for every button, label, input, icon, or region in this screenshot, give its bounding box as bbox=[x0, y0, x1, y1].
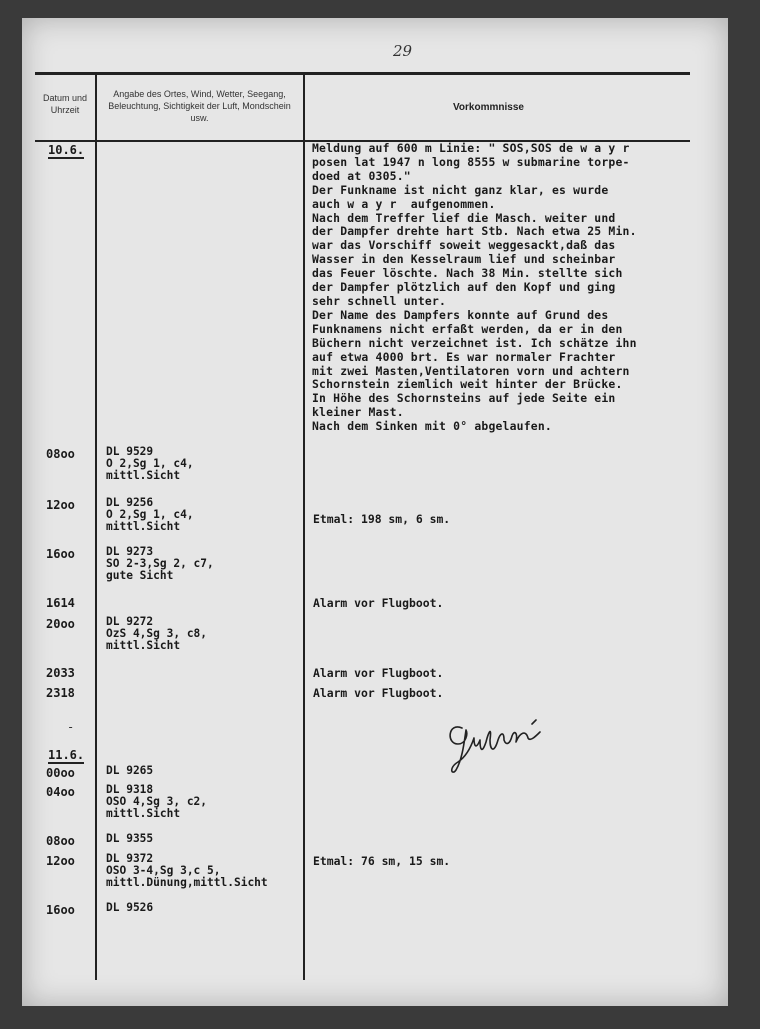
header-location-weather: Angabe des Ortes, Wind, Wetter, Seegang, Beleuchtung, Sichtigkeit der Luft, Mondschein usw. bbox=[108, 89, 291, 123]
page-number: 29 bbox=[393, 42, 413, 60]
entry-position-weather bbox=[106, 853, 268, 888]
position-line: mittl.Sicht bbox=[106, 806, 181, 820]
entry-time: 2033 bbox=[46, 666, 75, 680]
entry-time: 16oo bbox=[46, 547, 75, 561]
separator-dash: - bbox=[67, 720, 75, 734]
position-line: DL 9273 bbox=[106, 545, 154, 558]
position-line: mittl.Sicht bbox=[106, 468, 181, 482]
entry-event: Alarm vor Flugboot. bbox=[313, 666, 444, 680]
position-line: DL 9355 bbox=[106, 832, 154, 845]
position-line: SO 2-3,Sg 2, c7, bbox=[106, 556, 214, 570]
entry-time: 08oo bbox=[46, 447, 75, 461]
entry-position-weather bbox=[106, 546, 214, 581]
position-line: DL 9265 bbox=[106, 764, 154, 777]
header-events: Vorkommnisse bbox=[453, 102, 524, 113]
position-line: OzS 4,Sg 3, c8, bbox=[106, 626, 208, 640]
position-line: mittl.Sicht bbox=[106, 519, 181, 533]
entry-time: 12oo bbox=[46, 854, 75, 868]
entry-time: 1614 bbox=[46, 596, 75, 610]
entry-time: 08oo bbox=[46, 834, 75, 848]
header-date-time: Datum und Uhrzeit bbox=[42, 93, 88, 115]
position-line: O 2,Sg 1, c4, bbox=[106, 507, 194, 521]
entry-time: 16oo bbox=[46, 903, 75, 917]
entry-position-weather bbox=[106, 616, 207, 651]
incident-report-text: Meldung auf 600 m Linie: " SOS,SOS de w a y r posen lat 1947 n long 8555 w submarine torpe- doed at 0305." Der Funkname ist nicht ganz klar, es wurde auch w a y r aufgenommen. Nach dem Treffer lief die Masch. weiter und der Dampfer drehte hart Stb. Nach etwa 25 Min. war das Vorschiff soweit weggesackt,daß das Wasser in den Kesselraum lief und scheinbar das Feuer löschte. Nach 38 Min. stellte sich der Dampfer plötzlich auf den Kopf und ging sehr schnell unter. Der Name des Dampfers konnte auf Grund des Funknamens nicht erfaßt werden, da er in den Büchern nicht verzeichnet ist. Ich schätze ihn auf etwa 4000 brt. Es war normaler Frachter mit zwei Masten,Ventilatoren vorn und achtern Schornstein ziemlich weit hinter der Brücke. In Höhe des Schornsteins auf jede Seite ein kleiner Mast. Nach dem Sinken mit 0° abgelaufen. bbox=[312, 141, 637, 434]
entry-event: Alarm vor Flugboot. bbox=[313, 686, 444, 700]
entry-position-weather bbox=[106, 902, 153, 914]
position-line: gute Sicht bbox=[106, 568, 174, 582]
entry-time: 20oo bbox=[46, 617, 75, 631]
position-line: OSO 4,Sg 3, c2, bbox=[106, 794, 208, 808]
entry-position-weather bbox=[106, 784, 207, 819]
entry-event: Etmal: 198 sm, 6 sm. bbox=[313, 512, 451, 526]
column-rule-1 bbox=[95, 75, 97, 980]
date-first: 10.6. bbox=[48, 143, 85, 157]
position-line: DL 9318 bbox=[106, 783, 154, 796]
position-line: DL 9256 bbox=[106, 496, 154, 509]
entry-event: Alarm vor Flugboot. bbox=[313, 596, 444, 610]
date-second: 11.6. bbox=[48, 748, 85, 762]
entry-time: 2318 bbox=[46, 686, 75, 700]
position-line: DL 9272 bbox=[106, 615, 154, 628]
entry-time: 12oo bbox=[46, 498, 75, 512]
entry-position-weather bbox=[106, 833, 153, 845]
position-line: O 2,Sg 1, c4, bbox=[106, 456, 194, 470]
table-top-rule bbox=[35, 72, 690, 75]
entry-event: Etmal: 76 sm, 15 sm. bbox=[313, 854, 451, 868]
entry-position-weather bbox=[106, 497, 194, 532]
entry-time: 04oo bbox=[46, 785, 75, 799]
column-rule-2 bbox=[303, 75, 305, 980]
handwritten-signature bbox=[440, 710, 550, 784]
entry-position-weather bbox=[106, 446, 194, 481]
position-line: mittl.Dünung,mittl.Sicht bbox=[106, 875, 268, 889]
position-line: DL 9372 bbox=[106, 852, 154, 865]
position-line: mittl.Sicht bbox=[106, 638, 181, 652]
entry-position-weather bbox=[106, 765, 153, 777]
entry-time: 00oo bbox=[46, 766, 75, 780]
position-line: OSO 3-4,Sg 3,c 5, bbox=[106, 863, 221, 877]
signature-drawing bbox=[440, 710, 550, 780]
position-line: DL 9526 bbox=[106, 901, 154, 914]
position-line: DL 9529 bbox=[106, 445, 154, 458]
